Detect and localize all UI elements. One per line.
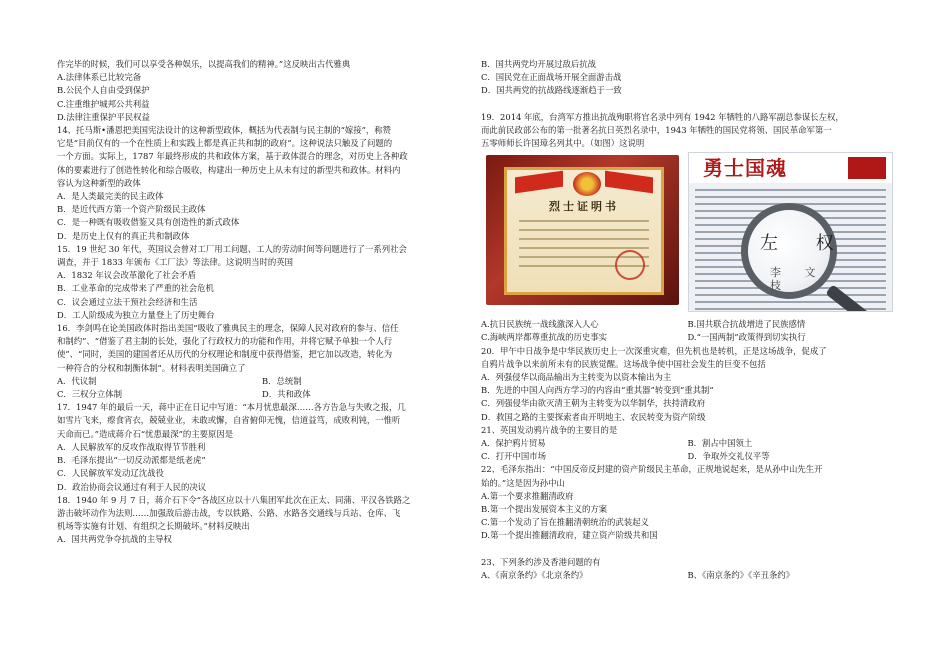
text-line: 自鸦片战争以来前所未有的民族觉醒。这场战争使中国社会发生的巨变不包括 [481, 358, 766, 369]
banner-tag-block [848, 157, 886, 179]
text-line: A.法律体系已比较完备 [57, 72, 142, 83]
text-line: 一种符合的分权和制衡体制”。材料表明美国确立了 [57, 362, 246, 373]
text-line: 16．李剑鸣在论美国政体时指出美国“吸收了雅典民主的理念，保障人民对政府的参与、信任 [57, 323, 399, 334]
right-text-block-d [481, 556, 894, 569]
text-line: 和制约”、“借鉴了君主制的长处，强化了行政权力的功能和作用，并将它赋予单独一个人行 [57, 336, 393, 347]
option-text: B．割占中国领土 [687, 438, 753, 449]
text-line: A．人民解放军的反攻作战取得节节胜利 [57, 441, 206, 452]
option-row [57, 375, 467, 388]
option-text: C．三权分立体制 [57, 389, 123, 400]
text-line: 作完毕的时候，我们可以享受各种娱乐，以提高我们的精神。”这反映出古代雅典 [57, 59, 351, 69]
option-text: B、《南京条约》《辛丑条约》 [687, 569, 795, 580]
text-line: 而此前民政部公布的第一批著名抗日英烈名录中，1943 年牺牲的国民党将领、国民革命军第一 [481, 124, 832, 135]
option-text: B．总统制 [262, 375, 302, 386]
text-line: 始的。”这是因为孙中山 [481, 477, 565, 488]
option-text: A、《南京条约》《北京条约》 [481, 569, 588, 580]
text-line: D．国共两党的抗战路线逐渐趋于一致 [481, 85, 622, 96]
q19-options [481, 318, 894, 344]
text-line: C．列强侵华由欲灭清王朝为主转变为以华制华，扶持清政府 [481, 398, 706, 409]
text-line: B．国共两党均开展过敌后抗战 [481, 59, 597, 69]
text-line: D．是历史上仅有的真正共和制政体 [57, 230, 190, 241]
certificate-title: 烈士证明书 [549, 200, 619, 214]
q16-options [57, 375, 467, 401]
text-line: A．1832 年议会改革激化了社会矛盾 [57, 270, 196, 281]
text-line: C．国民党在正面战场开展全面游击战 [481, 72, 622, 83]
option-row [481, 450, 894, 463]
martyr-certificate-photo [486, 155, 679, 305]
option-text: B.国共联合抗战增进了民族感情 [687, 319, 806, 330]
newspaper-banner [689, 153, 892, 183]
text-line: D．工人阶级成为独立力量登上了历史舞台 [57, 309, 215, 320]
text-line: 14、托马斯•潘恩把美国宪法设计的这种新型政体，概括为代表制与民主制的“嫁接”，称赞 [57, 125, 392, 136]
right-text-block-c [481, 463, 894, 542]
text-line: B.公民个人自由受到保护 [57, 85, 150, 96]
option-text: D．共和政体 [262, 389, 311, 400]
option-text: A．代议制 [57, 375, 97, 386]
text-line: 天命而已。”造成蒋介石“忧患最深”的主要原因是 [57, 428, 234, 439]
spacer [481, 98, 894, 111]
text-line: A.第一个要求推翻清政府 [481, 490, 574, 501]
left-column [57, 58, 467, 547]
text-line: A．是人类最完美的民主政体 [57, 191, 164, 202]
q23-options [481, 569, 894, 582]
option-row [481, 569, 894, 582]
text-line: A．国共两党争夺抗战的主导权 [57, 534, 172, 545]
flag-right-icon [605, 171, 653, 194]
text-line: C.第一个发动了旨在推翻清朝统治的武装起义 [481, 517, 649, 528]
text-line: 21、英国发动鸦片战争的主要目的是 [481, 424, 618, 435]
right-text-block-b [481, 345, 894, 437]
text-line: C．议会通过立法干预社会经济和生活 [57, 296, 198, 307]
option-text: C．打开中国市场 [481, 451, 547, 462]
left-text-block-b [57, 401, 467, 546]
text-line: B．毛泽东提出“一切反动派都是纸老虎” [57, 455, 206, 466]
text-line: 15．19 世纪 30 年代，英国议会曾对工厂用工问题、工人的劳动时间等问题进行了一系列社会 [57, 243, 407, 254]
right-column [481, 58, 894, 582]
option-text: A.抗日民族统一战线激深入人心 [481, 319, 599, 330]
certificate [504, 167, 664, 295]
spacer [481, 543, 894, 556]
text-line: 18．1940 年 9 月 7 日，蒋介石下令“各战区应以十八集团军此次在正太、同蒲、平汉各铁路之 [57, 494, 411, 505]
option-text: D.“一国两制”政策得到切实执行 [687, 332, 806, 343]
text-line: D.法律注重保护平民权益 [57, 111, 150, 122]
text-line: A．列强侵华以商品输出为主转变为以资本输出为主 [481, 372, 672, 383]
option-text: D．争取外交礼仪平等 [687, 451, 770, 462]
newspaper-magnifier-photo [688, 152, 893, 312]
text-line: 调查，并于 1833 年颁布《工厂法》等法律。这说明当时的英国 [57, 257, 294, 268]
text-line: C.注重维护城邦公共利益 [57, 98, 150, 109]
text-line: D．政治协商会议通过有利于人民的决议 [57, 481, 207, 492]
flag-left-icon [515, 171, 563, 194]
option-text: C.海峡两岸都尊重抗战的历史事实 [481, 332, 608, 343]
q19-stem [481, 111, 894, 151]
option-text: A．保护鸦片贸易 [481, 438, 546, 449]
text-line: 容认为这种新型的政体 [57, 177, 141, 188]
text-line: 23、下列条约涉及香港问题的有 [481, 556, 601, 567]
right-text-block-a [481, 58, 894, 98]
text-line: 17．1947 年的最后一天，蒋中正在日记中写道：“本月忧患最深……各方告急与失败之报，几 [57, 402, 406, 413]
text-line: 使”、“同时，美国的建国者还从历代的分权理论和制度中获得借鉴，把它加以改造，转化为 [57, 349, 393, 360]
q19-images [481, 152, 894, 315]
text-line: 它是“目前仅有的一个在性质上和实践上都是真正共和制的政府”。这种说法只触及了问题的 [57, 138, 393, 149]
text-line: B．是近代西方第一个资产阶级民主政体 [57, 204, 206, 215]
option-row [481, 437, 894, 450]
text-line: 如雪片飞来，瘵食宵衣，兢兢业业，未敢或懈，自省俯仰无愧，信道益笃，成败利钝，一惟听 [57, 415, 401, 426]
magnifying-glass-icon [741, 203, 850, 299]
text-line: B.第一个提出发展资本主义的方案 [481, 504, 608, 515]
national-emblem-icon [573, 172, 601, 196]
q21-options [481, 437, 894, 463]
text-line: 19．2014 年底，台湾军方推出抗战殉职将官名录中列有 1942 年牺牲的八路军副总参谋长左权， [481, 111, 844, 122]
option-row [57, 388, 467, 401]
text-line: B．先进的中国人向西方学习的内容由“重其器”转变到“重其制” [481, 385, 714, 396]
text-line: 游击破坏动作为法则……加强敌后游击战，专以铁路、公路、水路各交通线与兵站、仓库、飞 [57, 507, 401, 518]
text-line: D.第一个提出推翻清政府，建立资产阶级共和国 [481, 530, 658, 541]
left-text-block-a [57, 58, 467, 375]
text-line: B．工业革命的完成带来了严重的社会危机 [57, 283, 214, 294]
text-line: 体的要素进行了创造性转化和综合吸收，构建出一种历史上从未有过的新型共和政体。材料内 [57, 164, 401, 175]
text-line: 20．甲午中日战争是中华民族历史上一次深重灾难，但先机也是转机，正是这场战争，促成了 [481, 345, 827, 356]
newspaper-banner-title: 勇士国魂 [703, 156, 787, 181]
text-line: C．人民解放军发动辽沈战役 [57, 468, 164, 479]
option-row [481, 331, 894, 344]
text-line: D．救国之路的主要探索者由开明地主、农民转变为资产阶级 [481, 411, 706, 422]
magnified-text: 李 文 枝 [770, 266, 826, 293]
text-line: 22、毛泽东指出：“中国反帝反封建的资产阶级民主革命，正规地说起来，是从孙中山先生开 [481, 464, 823, 475]
text-line: 一个方面。实际上，1787 年最终形成的共和政体方案，基于政体混合的理念，对历史上各种政 [57, 151, 408, 162]
option-row [481, 318, 894, 331]
text-line: 机场等实施有计划、有组织之长期破坏。”材料反映出 [57, 521, 250, 532]
magnified-name: 左 权 [760, 233, 850, 255]
text-line: 五零师师长许国璋名列其中。（如图）这说明 [481, 138, 645, 149]
seal-stamp-icon [615, 250, 645, 280]
text-line: C．是一种既有吸收借鉴又具有创造性的新式政体 [57, 217, 240, 228]
